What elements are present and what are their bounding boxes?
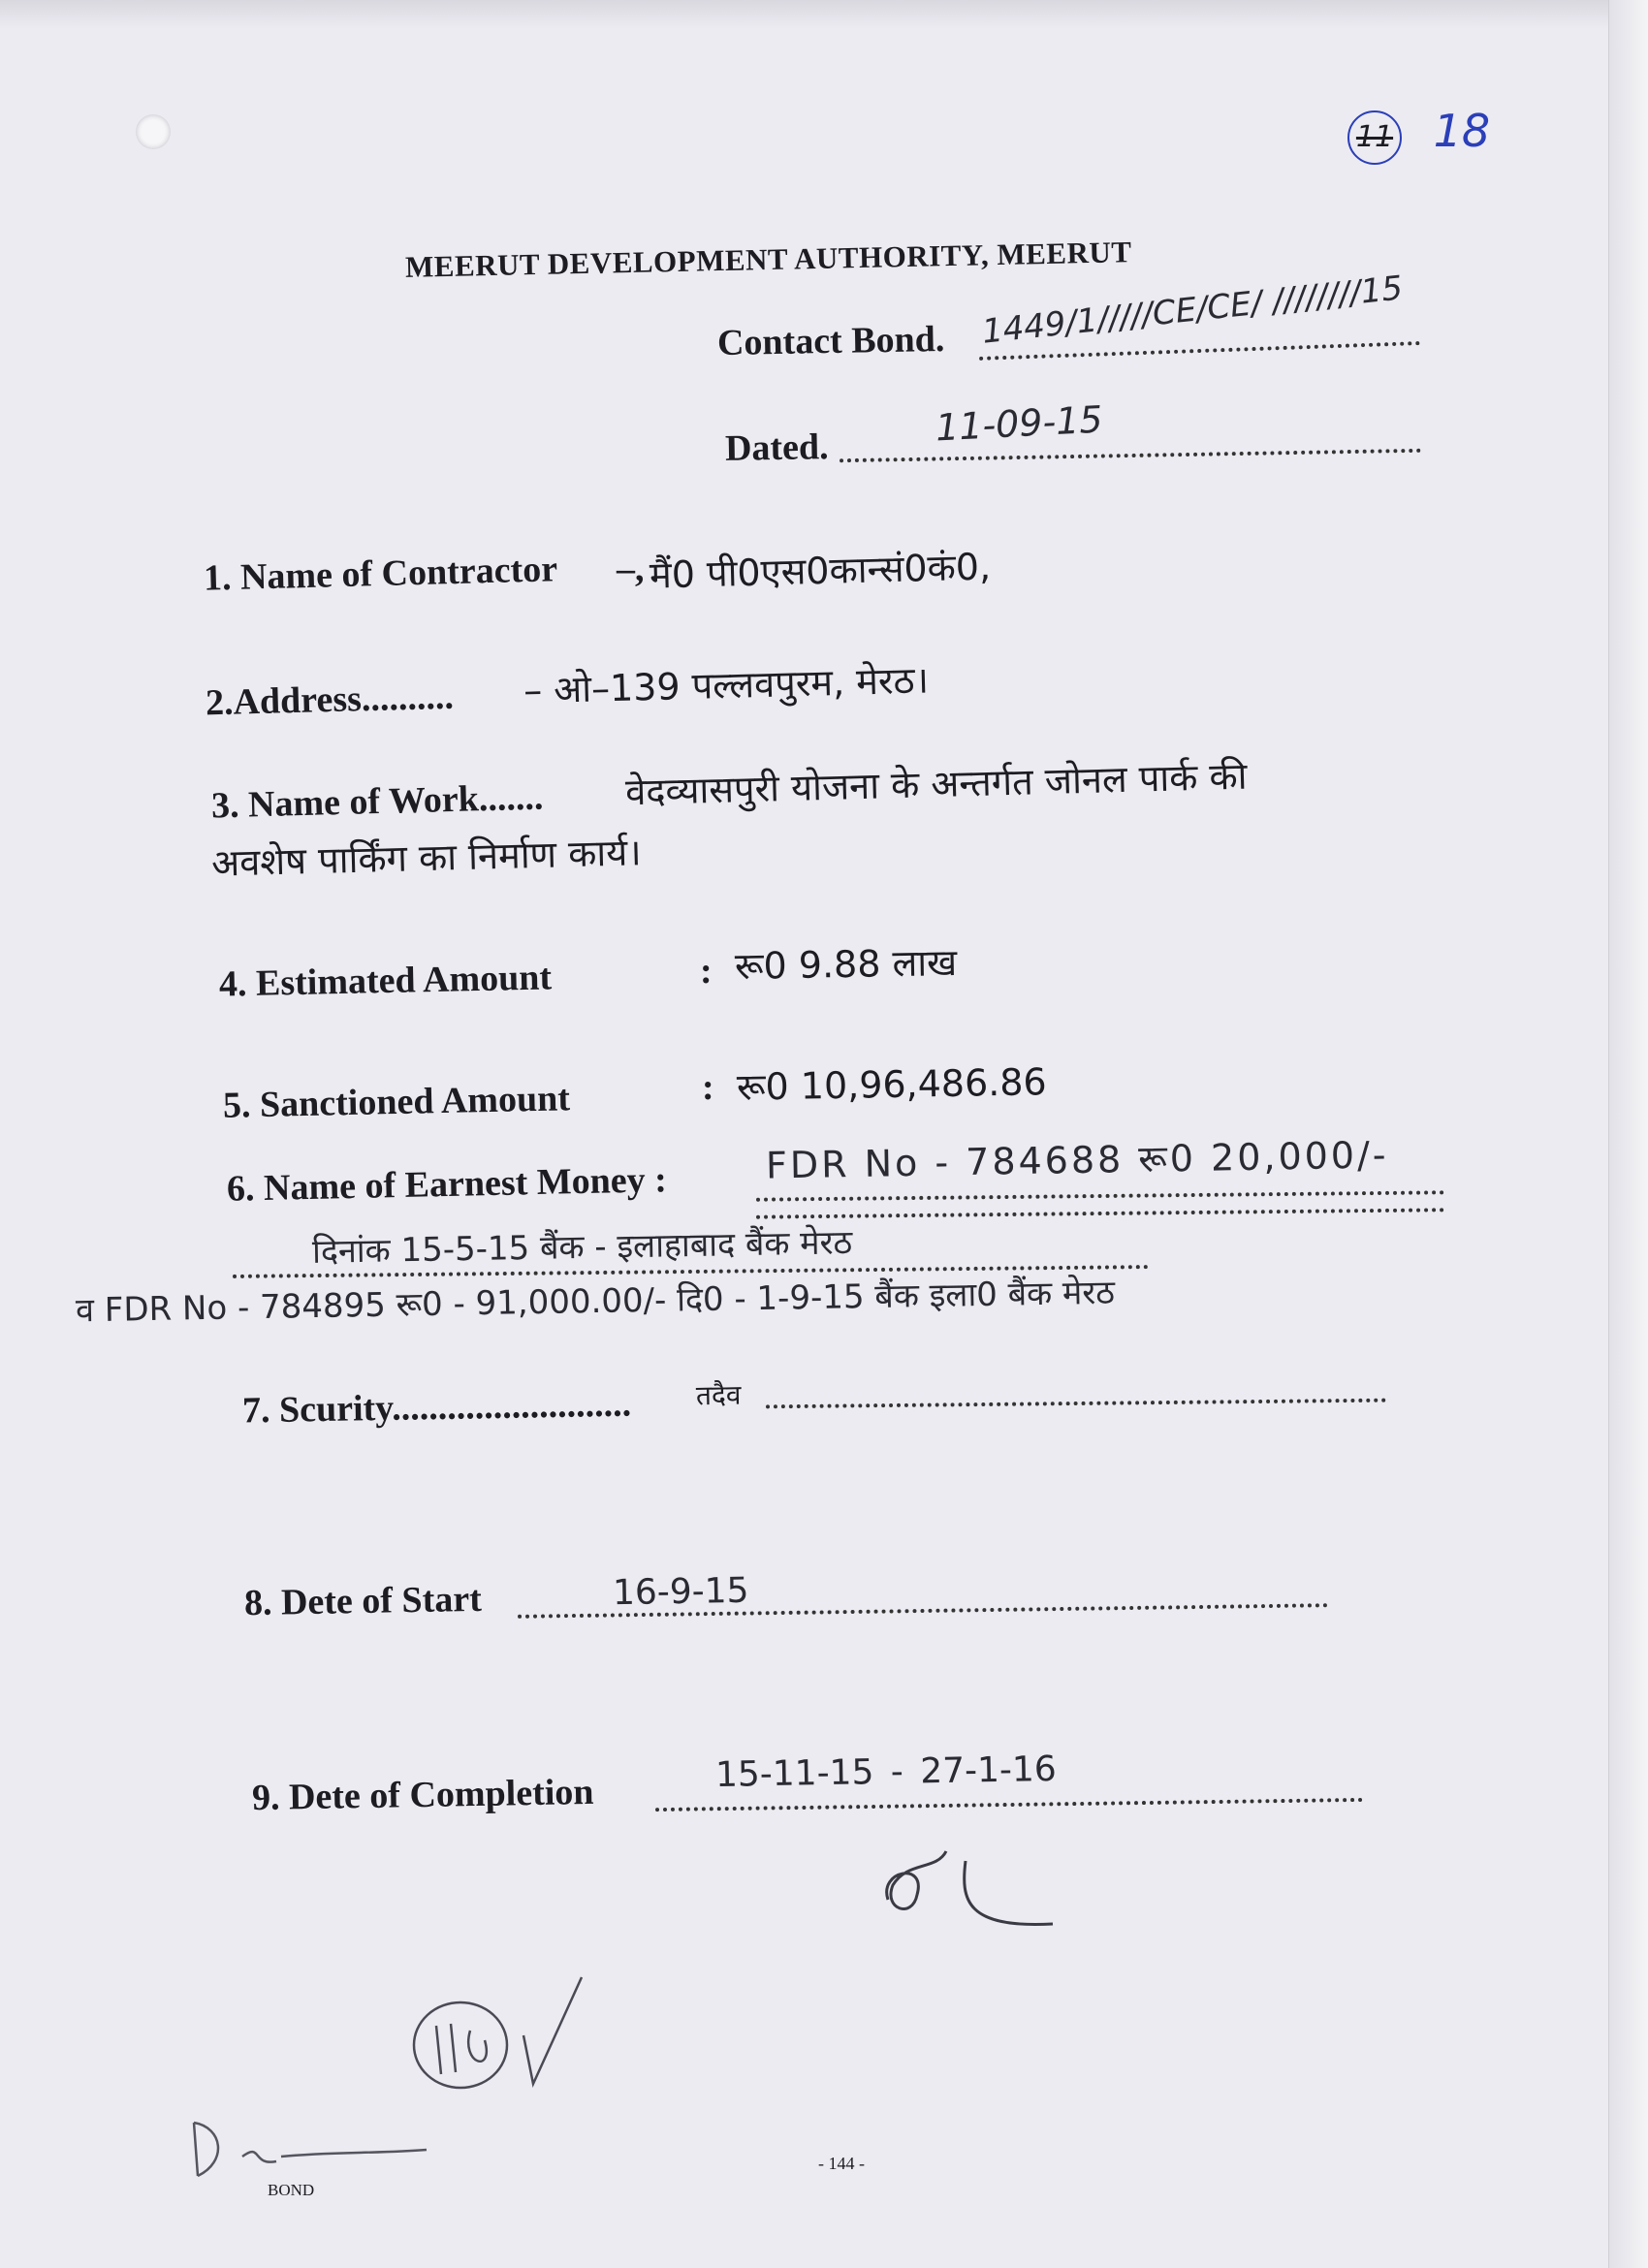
work-value-line2: अवशेष पार्किंग का निर्माण कार्य। — [210, 831, 643, 885]
contractor-label: 1. Name of Contractor — [203, 549, 558, 599]
sanctioned-value: रू0 10,96,486.86 — [736, 1060, 1048, 1109]
document-title: MEERUT DEVELOPMENT AUTHORITY, MEERUT — [404, 235, 1132, 284]
circled-number: 11 — [1347, 110, 1402, 165]
footer-bond-label: BOND — [268, 2181, 315, 2199]
dated-value: 11-09-15 — [934, 397, 1104, 450]
address-label: 2.Address.......... — [205, 676, 455, 724]
start-label: 8. Dete of Start — [243, 1578, 483, 1624]
completion-label: 9. Dete of Completion — [251, 1771, 594, 1819]
contractor-value: मैं0 पी0एस0कान्सं0कं0, — [649, 545, 992, 597]
start-value: 16-9-15 — [612, 1570, 749, 1614]
address-value: – ओ–139 पल्लवपुरम, मेरठ। — [523, 658, 930, 712]
page-shadow-top — [0, 0, 1648, 29]
page-footer-number: - 144 - — [818, 2154, 865, 2173]
work-value-line1: वेदव्यासपुरी योजना के अन्तर्गत जोनल पार्क की — [624, 754, 1248, 814]
page-edge-right — [1608, 0, 1648, 2268]
security-label: 7. Scurity.......................... — [241, 1383, 632, 1432]
estimated-colon: : — [700, 951, 713, 992]
security-line — [766, 1399, 1386, 1409]
estimated-value: रू0 9.88 लाख — [734, 941, 958, 988]
earnest-label: 6. Name of Earnest Money : — [226, 1159, 668, 1210]
dated-line — [840, 449, 1421, 462]
earnest-value-line1: FDR No - 784688 रू0 20,000/- — [765, 1133, 1389, 1187]
contact-bond-value: 1449/1/////CE/CE/ ////////15 — [980, 268, 1405, 352]
signature-center — [869, 1842, 1062, 1948]
punch-hole — [136, 114, 171, 149]
completion-value: 15-11-15 - 27-1-16 — [714, 1748, 1058, 1796]
work-label: 3. Name of Work....... — [210, 776, 544, 827]
contact-bond-label: Contact Bond. — [716, 318, 945, 364]
earnest-line-1 — [756, 1190, 1444, 1201]
estimated-label: 4. Estimated Amount — [218, 957, 553, 1005]
sanctioned-label: 5. Sanctioned Amount — [222, 1078, 571, 1126]
contractor-dash: –, — [617, 549, 645, 589]
signature-bottom-left — [388, 1948, 620, 2103]
earnest-line-2 — [756, 1208, 1444, 1218]
initials-bottom-left — [184, 2103, 436, 2190]
page-number-mark — [1347, 105, 1490, 165]
earnest-value-line3: व FDR No - 784895 रू0 - 91,000.00/- दि0 - 1-9-15 बैंक इला0 बैंक मेरठ — [75, 1273, 1116, 1331]
completion-line — [655, 1798, 1363, 1811]
earnest-value-line2: दिनांक 15-5-15 बैंक - इलाहाबाद बैंक मेरठ — [311, 1223, 853, 1272]
page-number: 18 — [1433, 105, 1491, 157]
dated-label: Dated. — [724, 426, 829, 469]
security-value: तदैव — [695, 1378, 742, 1412]
sanctioned-colon: : — [702, 1067, 714, 1108]
